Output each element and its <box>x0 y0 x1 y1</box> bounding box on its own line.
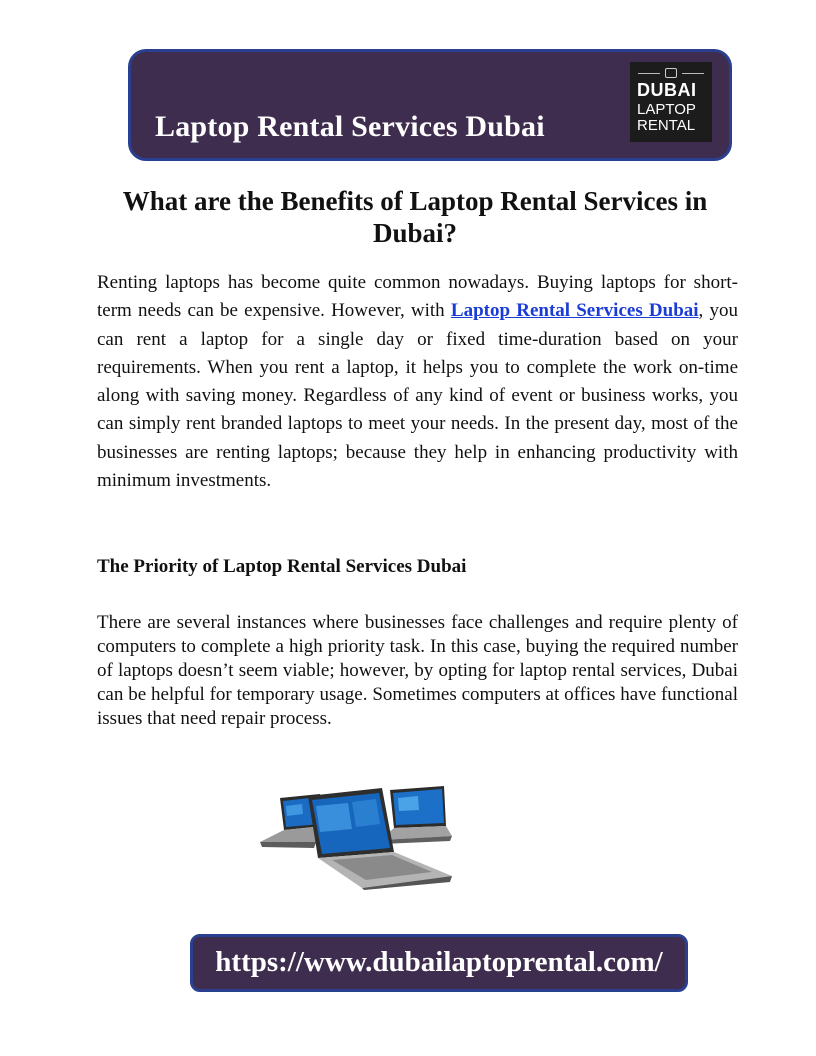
laptops-image <box>256 784 454 890</box>
intro-paragraph <box>97 269 738 495</box>
logo-line-3: RENTAL <box>637 117 696 134</box>
laptop-mark-icon <box>665 68 677 78</box>
section-subheading: The Priority of Laptop Rental Services Dubai <box>97 556 467 577</box>
logo-line-1: DUBAI <box>637 80 697 100</box>
website-url[interactable]: https://www.dubailaptoprental.com/ <box>215 946 663 978</box>
priority-paragraph: There are several instances where businesses face challenges and require plenty of computers to complete a high priority task. In this case, buying the required number of laptops doesn’t seem viable; however, by opting for laptop rental services, Dubai can be helpful for temporary usage. Sometimes computers at offices have functional issues that need repair process. <box>97 612 738 729</box>
logo-rule-right <box>682 73 704 74</box>
logo-line-2: LAPTOP <box>637 101 696 118</box>
intro-text-start: Renting laptops has become quite common nowadays. Buying laptops for short-term needs can be expensive. However, with <box>97 272 738 322</box>
article-heading: What are the Benefits of Laptop Rental Services in Dubai? <box>122 186 708 248</box>
logo-rule-left <box>638 73 660 74</box>
intro-text-end: , you can rent a laptop for a single day or fixed time-duration based on your requirements. When you rent a laptop, it helps you to complete the work on-time along with saving money. Regardless of any kind of event or business works, you can simply rent branded laptops to meet your needs. In the present day, most of the businesses are renting laptops; because they help in enhancing productivity with minimum investments. <box>97 300 738 492</box>
header-banner <box>128 49 732 161</box>
banner-title: Laptop Rental Services Dubai <box>155 110 545 143</box>
dubai-laptop-rental-logo <box>630 62 712 142</box>
laptop-rental-services-link[interactable]: Laptop Rental Services Dubai <box>450 300 699 322</box>
website-url-box[interactable] <box>190 934 688 992</box>
